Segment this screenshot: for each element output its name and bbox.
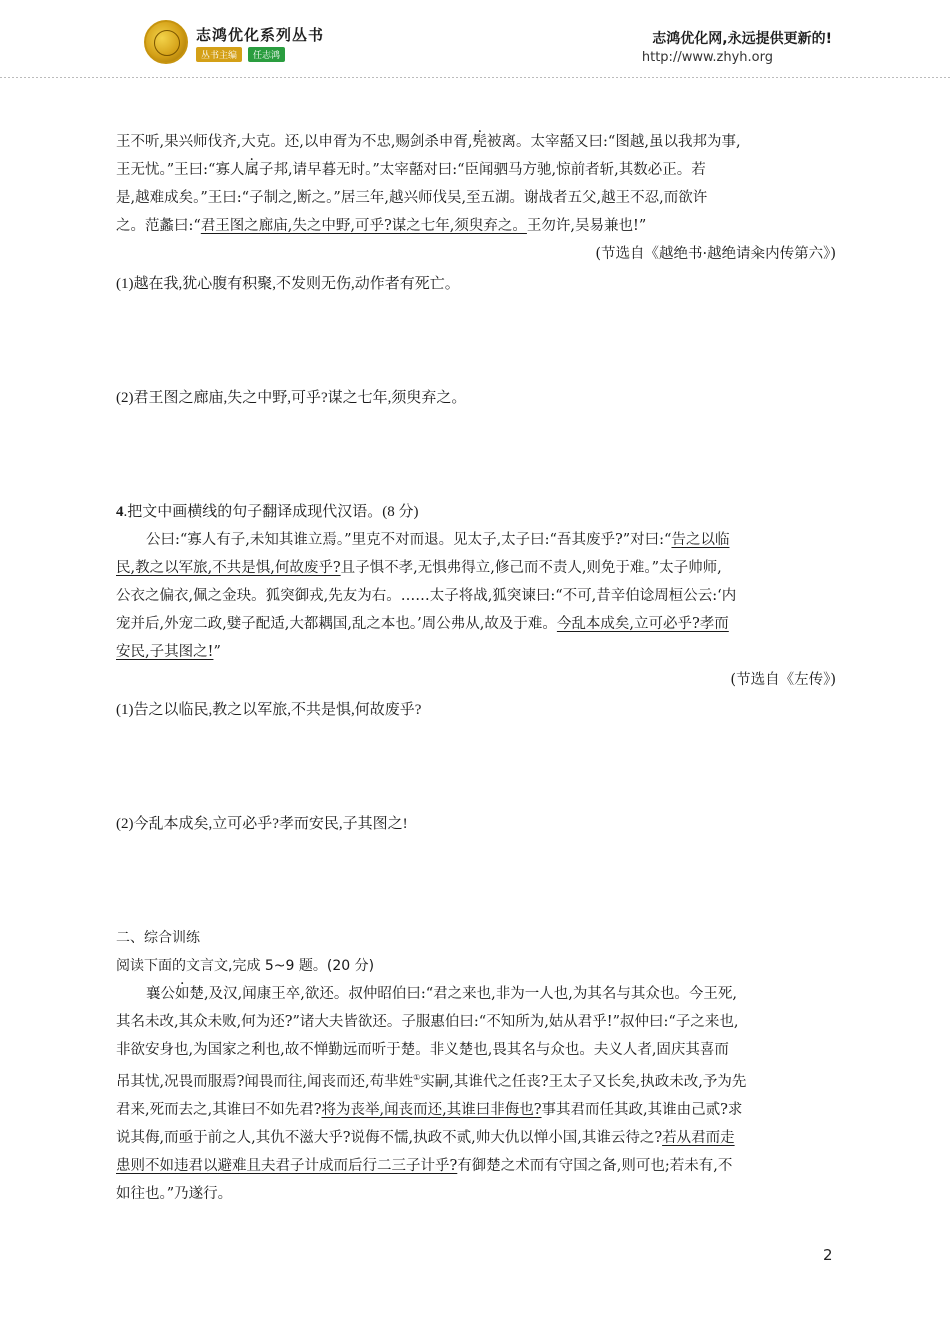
q4-source: (节选自《左传》) <box>730 672 836 688</box>
editor-label: 丛书主编 <box>196 47 242 62</box>
q3-passage-line: 是,越难成矣。”王曰:“子制之,断之。”居三年,越兴师伐吴,至五湖。谢战者五父,越王不忍,而欲许 <box>116 190 708 206</box>
q4-title: 4.把文中画横线的句子翻译成现代汉语。(8 分) <box>116 504 419 520</box>
site-url[interactable]: http://www.zhyh.org <box>641 50 773 65</box>
passage-line: 说其侮,而亟于前之人,其仇不滋大乎?说侮不懦,执政不贰,帅大仇以惮小国,其谁云待之?若从君而走 <box>116 1129 735 1146</box>
section-instructions: 阅读下面的文言文,完成 5~9 题。(20 分) <box>116 958 375 974</box>
editor-name: 任志鸿 <box>248 47 285 62</box>
q4-passage-line: 民,教之以军旅,不共是惧,何故废乎?且子惧不孝,无惧弗得立,修己而不责人,则免于难。”太子帅师, <box>116 560 722 576</box>
underlined-sentence: 患则不如违君以避难且夫君子计成而后行二三子计乎? <box>116 1157 458 1174</box>
underlined-sentence: 告之以临 <box>671 532 730 548</box>
q3-item-2: (2)君王图之廊庙,失之中野,可乎?谋之七年,须臾弃之。 <box>116 390 467 406</box>
q3-passage-line: 之。范蠡曰:“君王图之廊庙,失之中野,可乎?谋之七年,须臾弃之。王勿许,吴易兼也!” <box>116 218 647 234</box>
q4-passage-line: 宠并后,外宠二政,嬖子配适,大都耦国,乱之本也。’周公弗从,故及于难。今乱本成矣,立可必乎?孝而 <box>116 616 729 632</box>
underlined-sentence: 民,教之以军旅,不共是惧,何故废乎? <box>116 560 341 576</box>
q4-item-2: (2)今乱本成矣,立可必乎?孝而安民,子其图之! <box>116 816 408 832</box>
q4-item-1: (1)告之以临民,教之以军旅,不共是惧,何故废乎? <box>116 702 422 718</box>
header-divider <box>0 77 950 78</box>
q4-passage-line: 公衣之偏衣,佩之金玦。狐突御戎,先友为右。……太子将战,狐突谏曰:“不可,昔辛伯谂周桓公云:‘内 <box>116 588 737 604</box>
underlined-sentence: 将为丧举,闻丧而还,其谁曰非侮也? <box>321 1101 542 1118</box>
section-heading: 二、综合训练 <box>116 930 200 946</box>
series-title: 志鸿优化系列丛书 <box>196 26 325 44</box>
page-number: 2 <box>823 1246 833 1264</box>
passage-line: 如往也。”乃遂行。 <box>116 1185 233 1202</box>
underlined-sentence: 君王图之廊庙,失之中野,可乎?谋之七年,须臾弃之。 <box>200 218 527 234</box>
underlined-sentence: 今乱本成矣,立可必乎?孝而 <box>556 616 729 632</box>
q3-source: (节选自《越绝书·越绝请籴内传第六》) <box>595 246 836 262</box>
passage-line: 君来,死而去之,其谁曰不如先君?将为丧举,闻丧而还,其谁曰非侮也?事其君而任其政,其谁由己贰?求 <box>116 1101 743 1118</box>
publisher-logo <box>144 20 188 64</box>
document-body <box>116 128 836 1208</box>
q3-item-1: (1)越在我,犹心腹有积聚,不发则无伤,动作者有死亡。 <box>116 276 460 292</box>
q4-passage-line: 公曰:“寡人有子,未知其谁立焉。”里克不对而退。见太子,太子曰:“吾其废乎?”对曰:“告之以临 <box>146 532 730 548</box>
site-slogan: 志鸿优化网,永远提供更新的! <box>652 31 832 47</box>
page-header <box>0 0 950 78</box>
passage-line: 非欲安身也,为国家之利也,故不惮勤远而听于楚。非义楚也,畏其名与众也。夫义人者,固庆其喜而 <box>116 1042 729 1058</box>
footnote-marker: ① <box>413 1073 421 1082</box>
underlined-sentence: 若从君而走 <box>662 1129 735 1146</box>
q3-passage-line: 王无忧。”王曰:“寡人属子邦,请早暮无时。”太宰嚭对曰:“臣闻驷马方驰,惊前者斩,其数必正。若 <box>116 162 706 178</box>
q3-passage-line: 王不听,果兴师伐齐,大克。还,以申胥为不忠,赐剑杀申胥,髡被离。太宰嚭又曰:“图越,虽以我邦为事, <box>116 134 741 150</box>
passage-line: 其名未改,其众未败,何为还?”诸大夫皆欲还。子服惠伯曰:“不知所为,姑从君乎!”叔仲曰:“子之来也, <box>116 1014 739 1030</box>
passage-line: 患则不如违君以避难且夫君子计成而后行二三子计乎?有御楚之术而有守国之备,则可也;若未有,不 <box>116 1157 733 1174</box>
q4-passage-line: 安民,子其图之!” <box>116 644 221 660</box>
underlined-sentence: 安民,子其图之! <box>116 644 214 660</box>
passage-line: 吊其忧,况畏而服焉?闻畏而往,闻丧而还,苟芈姓①实嗣,其谁代之任丧?王太子又长矣,执政未改,予为先 <box>116 1073 747 1090</box>
passage-line: 襄公如楚,及汉,闻康王卒,欲还。叔仲昭伯曰:“君之来也,非为一人也,为其名与其众也。今王死, <box>146 986 737 1002</box>
